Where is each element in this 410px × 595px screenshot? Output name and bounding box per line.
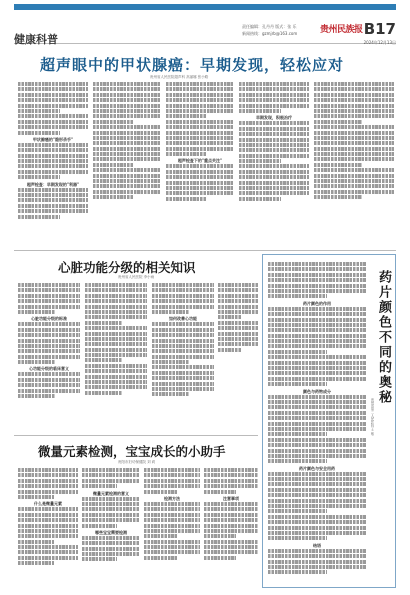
article1-subhead: 早期发现，积极治疗 [256,115,292,121]
article3-headline: 药片颜色不同的奥秘 [376,270,391,405]
article3-body [268,262,366,582]
article4-col3 [144,468,200,590]
article3-subhead: 药片颜色与安全用药 [299,465,335,471]
article1-subhead: 超声检查：早期发现的"利器" [26,181,80,187]
article2-subhead: 心功能分级的临床意义 [29,366,69,372]
article3-subhead: 颜色与药物成分 [303,388,331,394]
article4-subhead: 哪些宝宝需要检测 [95,529,127,535]
divider [14,250,396,251]
article1-subhead: 超声检查下的"重点关注" [177,158,223,164]
article2-subhead: 如何改善心功能 [169,316,197,322]
article3-subhead: 药片颜色的作用 [303,300,331,306]
article1-col1 [18,82,88,246]
article4-col4 [204,468,258,590]
article4-byline: 贵阳市妇幼保健院 刘 莉 [118,460,156,464]
section-label: 健康科普 [14,33,58,46]
article2-col4 [218,283,258,431]
article1-col4 [239,82,309,246]
article1-byline: 贵州省人民医院超声科 高丽娜 张小路 [150,75,209,79]
article2-headline: 心脏功能分级的相关知识 [58,260,196,275]
article2-col1 [18,283,80,431]
divider [14,435,258,436]
article4-subhead: 什么是微量元素 [34,501,62,507]
article4-subhead: 微量元素检测的意义 [93,490,129,496]
article3-subhead: 结语 [313,542,321,548]
article2-subhead: 心脏功能分级的标准 [31,316,67,322]
article2-byline: 贵州省人民医院 李小雨 [118,275,155,279]
article2-col2 [85,283,147,431]
editor-info [242,23,322,37]
article4-headline: 微量元素检测，宝宝成长的小助手 [38,444,226,459]
article2-col3 [152,283,214,431]
email-line: 新闻热线：gzmjrb@163.com [242,31,298,36]
article4-col2 [82,468,140,590]
page-number: B17 [363,20,396,38]
article4-col1 [18,468,78,590]
issue-date: 2024年12月13日 [363,40,396,45]
article1-subhead: 甲状腺癌的"隐形杀手" [32,136,74,142]
article1-headline: 超声眼中的甲状腺癌：早期发现，轻松应对 [40,56,345,74]
newspaper-masthead: 贵州民族报 [320,25,363,35]
article1-col3 [166,82,234,246]
article1-col2 [93,82,161,246]
article4-subhead: 检测方法 [164,495,180,501]
page-header [14,10,396,44]
article3-byline: 贵州省第二人民医院 王 敏 [370,398,374,436]
article4-subhead: 注意事项 [223,495,239,501]
article1-col5 [314,82,394,246]
editor-line: 责任编辑：孔丹丹 版式：张 乐 [242,24,297,29]
